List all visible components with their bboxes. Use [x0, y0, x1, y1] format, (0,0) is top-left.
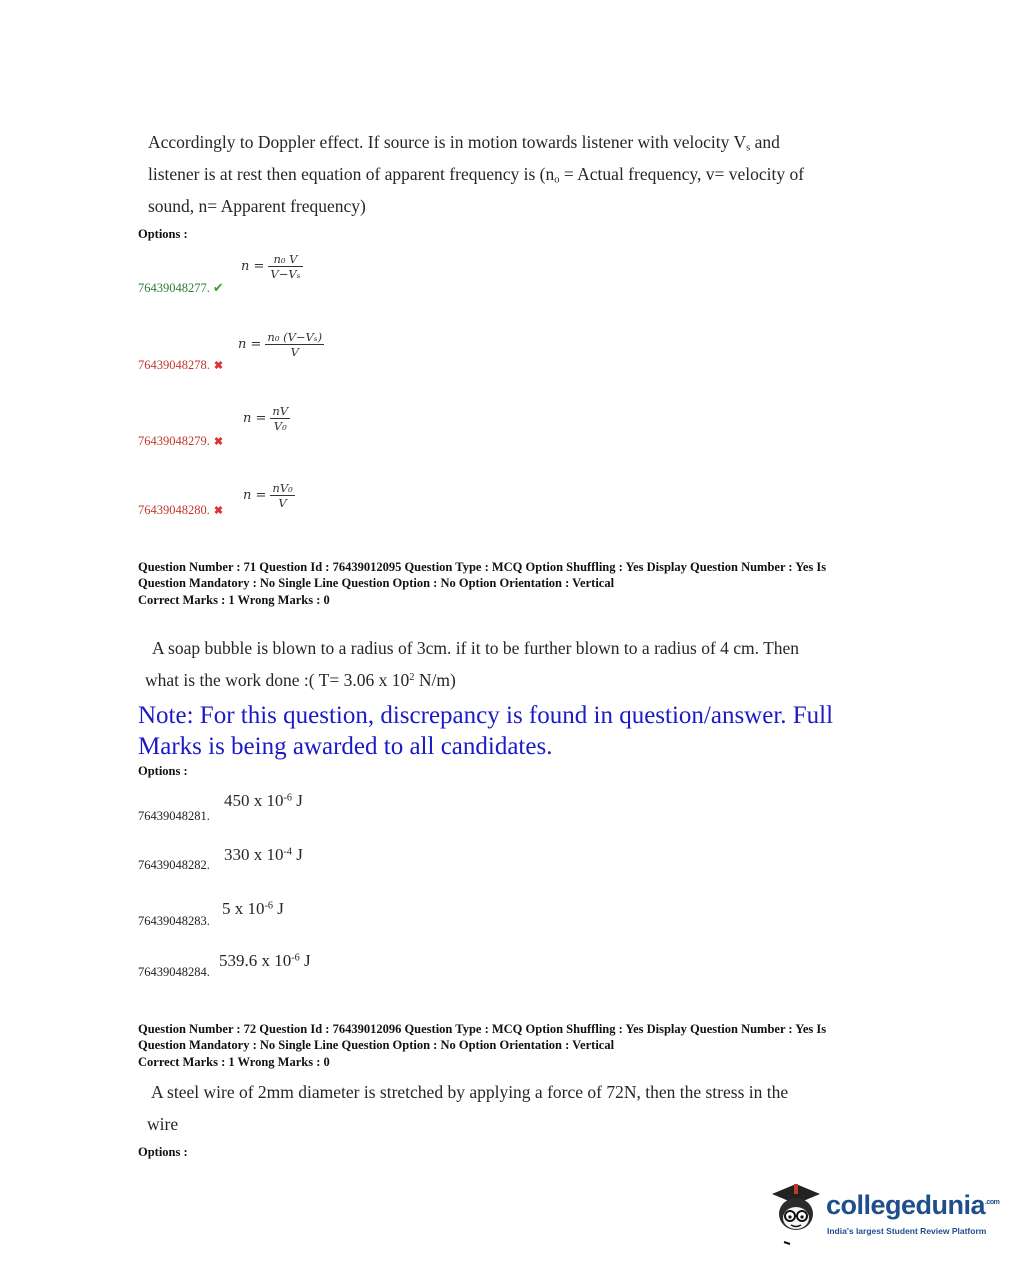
cross-icon: ✖	[213, 360, 224, 372]
q70-option-3-formula: n = $\frac{nV}{\text{V₀}}$	[243, 404, 289, 433]
student-mascot-icon	[766, 1180, 826, 1246]
q70-text-line3: sound, n= Apparent frequency)	[148, 196, 366, 216]
q71-option-2-value: 330 x $10^{-4}$ J	[224, 845, 303, 864]
q70-option-4-id: 76439048280. ✖	[138, 503, 224, 517]
brand-tagline: India's largest Student Review Platform	[827, 1226, 987, 1236]
q71-meta: Question Number : 71 Question Id : 76439012095 Question Type : MCQ Option Shuffling : Yes Display Question Number : Yes Is Question Mandatory : No Single Line Question Option : No Option Orientation : Vertical Correct Marks : 1 Wrong Marks : 0	[138, 560, 827, 607]
q70-text-line1: Accordingly to Doppler effect. If source is in motion towards listener with velocity $V_s$ and	[148, 132, 780, 154]
q71-text-line2: what is the work done :( T= 3.06 x $10^2$ N/m)	[145, 670, 456, 690]
q72-text-line1: A steel wire of 2mm diameter is stretched by applying a force of 72N, then the stress in the	[151, 1082, 789, 1102]
q70-options-label: Options :	[138, 227, 188, 241]
q72-meta: Question Number : 72 Question Id : 76439012096 Question Type : MCQ Option Shuffling : Yes Display Question Number : Yes Is Question Mandatory : No Single Line Question Option : No Option Orientation : Vertical Correct Marks : 1 Wrong Marks : 0	[138, 1022, 827, 1069]
brand-name: collegedunia$^{.com}$	[826, 1190, 1000, 1220]
q70-option-2-formula: n = $\frac{\text{n₀ (V−Vₛ)}}{V}$	[238, 330, 323, 359]
q70-option-2-id: 76439048278. ✖	[138, 358, 224, 372]
q70-option-1-formula: n = $\frac{\text{n₀ V}}{\text{V−Vₛ}}$	[241, 252, 301, 281]
cross-icon: ✖	[213, 436, 224, 448]
q72-options-label: Options :	[138, 1145, 188, 1159]
q71-option-1-value: 450 x $10^{-6}$ J	[224, 791, 303, 810]
q70-text-line2: listener is at rest then equation of apparent frequency is ($n_o$ = Actual frequency, v= velocity of	[148, 164, 805, 186]
q71-option-3-value: 5 x $10^{-6}$ J	[222, 899, 284, 918]
cross-icon: ✖	[213, 505, 224, 517]
q71-option-4-id: 76439048284.	[138, 965, 210, 979]
q71-options-label: Options :	[138, 764, 188, 778]
q71-option-4-value: 539.6 x $10^{-6}$ J	[219, 951, 311, 970]
q71-option-2-id: 76439048282.	[138, 858, 210, 872]
q72-text-line2: wire	[147, 1114, 179, 1134]
q71-text-line1: A soap bubble is blown to a radius of 3cm. if it to be further blown to a radius of 4 cm. Then	[152, 638, 800, 658]
q70-option-1-id: 76439048277. ✔	[138, 280, 224, 295]
checkmark-icon: ✔	[212, 280, 224, 295]
q71-note: Note: For this question, discrepancy is found in question/answer. Full Marks is being awarded to all candidates.	[138, 702, 834, 760]
q71-option-1-id: 76439048281.	[138, 809, 210, 823]
q70-option-3-id: 76439048279. ✖	[138, 434, 224, 448]
q70-option-4-formula: n = $\frac{\text{nV₀}}{V}$	[243, 481, 293, 510]
collegedunia-logo	[766, 1180, 1000, 1250]
q71-option-3-id: 76439048283.	[138, 914, 210, 928]
